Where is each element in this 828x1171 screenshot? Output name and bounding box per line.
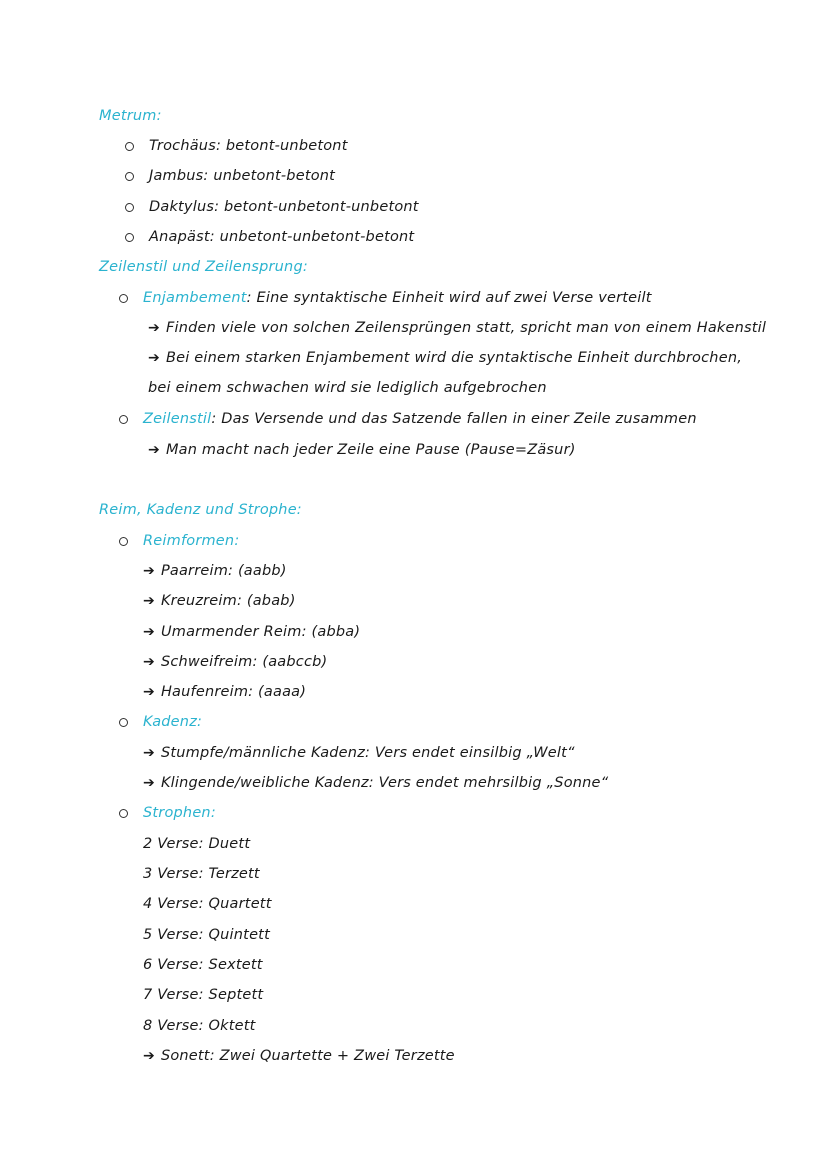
right-arrow-icon: ➔ (148, 350, 160, 366)
zeilenstil-term: Zeilenstil (143, 411, 212, 427)
enjambement-text: : Eine syntaktische Einheit wird auf zwei Verse verteilt (246, 290, 652, 306)
enjambement-sub (148, 348, 742, 368)
heading-reim: Reim, Kadenz und Strophe: (99, 502, 302, 518)
reimformen-label: Reimformen: (143, 533, 240, 549)
kadenz-item (143, 773, 608, 793)
reimform-text: Schweifreim: (aabccb) (160, 654, 328, 670)
enjambement-sub-text: Finden viele von solchen Zeilensprüngen statt, spricht man von einem Hakenstil (165, 320, 767, 336)
enjambement-sub (148, 318, 766, 338)
metrum-item: Anapäst: unbetont-unbetont-betont (149, 229, 415, 245)
enjambement-sub-continued: bei einem schwachen wird sie lediglich aufgebrochen (148, 380, 547, 396)
strophen-label: Strophen: (143, 805, 216, 821)
circle-bullet-icon (125, 233, 134, 242)
circle-bullet-icon (119, 809, 128, 818)
kadenz-label: Kadenz: (143, 714, 203, 730)
enjambement-sub-text: Bei einem starken Enjambement wird die syntaktische Einheit durchbrochen, (165, 350, 743, 366)
sonett-item (143, 1046, 455, 1066)
right-arrow-icon: ➔ (143, 1048, 155, 1064)
heading-zeilenstil: Zeilenstil und Zeilensprung: (99, 259, 308, 275)
circle-bullet-icon (119, 718, 128, 727)
strophe-item: 2 Verse: Duett (143, 836, 251, 852)
reimform-text: Haufenreim: (aaaa) (160, 684, 307, 700)
heading-metrum: Metrum: (99, 108, 162, 124)
reimform-item (143, 561, 287, 581)
zeilenstil-sub-text: Man macht nach jeder Zeile eine Pause (Pause=Zäsur) (165, 442, 576, 458)
circle-bullet-icon (125, 142, 134, 151)
circle-bullet-icon (125, 172, 134, 181)
reimform-item (143, 682, 306, 702)
sonett-text: Sonett: Zwei Quartette + Zwei Terzette (160, 1048, 455, 1064)
kadenz-text: Klingende/weibliche Kadenz: Vers endet mehrsilbig „Sonne“ (160, 775, 609, 791)
zeilenstil-sub (148, 440, 576, 460)
reimform-text: Umarmender Reim: (abba) (160, 624, 361, 640)
right-arrow-icon: ➔ (143, 624, 155, 640)
reimform-item (143, 652, 327, 672)
strophe-item: 8 Verse: Oktett (143, 1018, 256, 1034)
right-arrow-icon: ➔ (143, 684, 155, 700)
right-arrow-icon: ➔ (143, 775, 155, 791)
right-arrow-icon: ➔ (143, 563, 155, 579)
circle-bullet-icon (125, 203, 134, 212)
metrum-item: Jambus: unbetont-betont (149, 168, 336, 184)
kadenz-text: Stumpfe/männliche Kadenz: Vers endet einsilbig „Welt“ (160, 745, 575, 761)
right-arrow-icon: ➔ (143, 654, 155, 670)
strophe-item: 6 Verse: Sextett (143, 957, 263, 973)
enjambement-term: Enjambement (143, 290, 247, 306)
right-arrow-icon: ➔ (143, 593, 155, 609)
reimform-item (143, 622, 360, 642)
zeilenstil-text: : Das Versende und das Satzende fallen in einer Zeile zusammen (211, 411, 697, 427)
reimform-item (143, 591, 296, 611)
kadenz-item (143, 743, 575, 763)
right-arrow-icon: ➔ (148, 320, 160, 336)
strophe-item: 4 Verse: Quartett (143, 896, 272, 912)
metrum-item: Trochäus: betont-unbetont (149, 138, 348, 154)
strophe-item: 3 Verse: Terzett (143, 866, 260, 882)
circle-bullet-icon (119, 415, 128, 424)
strophe-item: 7 Verse: Septett (143, 987, 264, 1003)
metrum-item: Daktylus: betont-unbetont-unbetont (149, 199, 419, 215)
zeilenstil-line (143, 409, 697, 429)
right-arrow-icon: ➔ (148, 442, 160, 458)
strophe-item: 5 Verse: Quintett (143, 927, 270, 943)
reimform-text: Paarreim: (aabb) (160, 563, 287, 579)
enjambement-line (143, 288, 652, 308)
circle-bullet-icon (119, 294, 128, 303)
circle-bullet-icon (119, 537, 128, 546)
right-arrow-icon: ➔ (143, 745, 155, 761)
reimform-text: Kreuzreim: (abab) (160, 593, 296, 609)
